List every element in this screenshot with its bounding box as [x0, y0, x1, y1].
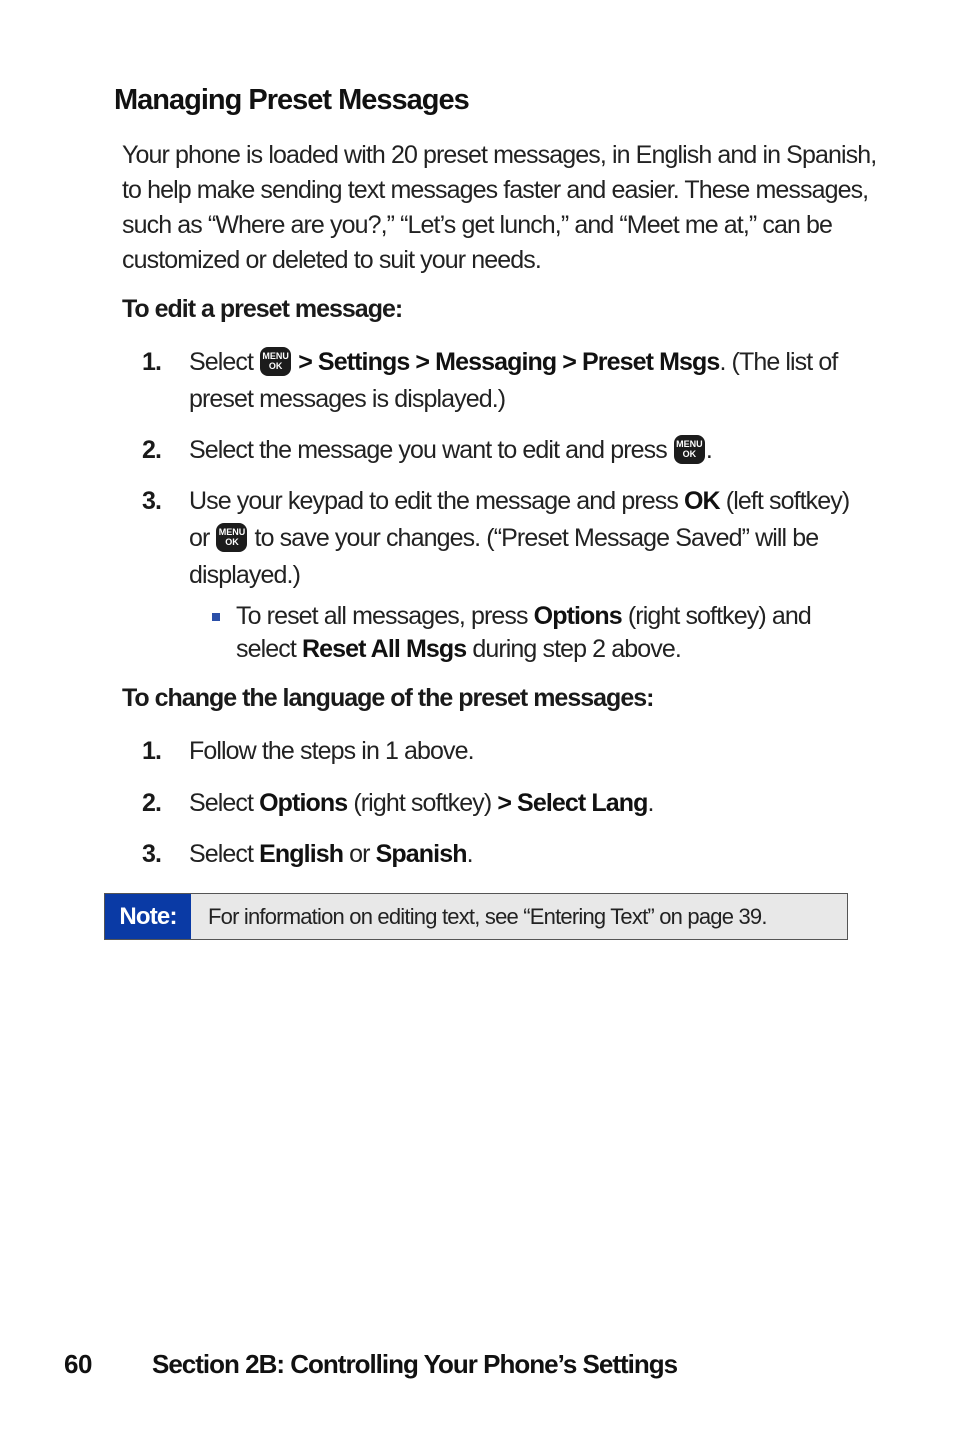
step-number: 3. — [142, 487, 162, 515]
options-label: Options — [533, 602, 622, 630]
edit-section-title: To edit a preset message: — [122, 295, 403, 323]
intro-paragraph: Your phone is loaded with 20 preset messages, in English and in Spanish, to help make sending text messages faster and easier. These messages, such as “Where are you?,” “Let’s get lunch,” and “Meet me at,” can be customized or deleted to suit your needs. — [122, 141, 877, 274]
english-option: English — [259, 840, 344, 868]
section-title: Section 2B: Controlling Your Phone’s Settings — [152, 1349, 678, 1379]
step-number: 3. — [142, 840, 162, 868]
manual-page: Managing Preset Messages Your phone is loaded with 20 preset messages, in English and in Spanish, to help make sending text messages faster and easier. These messages, such as “Where are you?,” “Let’s get lunch,” and “Meet me at,” can be customized or deleted to suit your needs. To edit a preset message: 1. Select MENU OK > Settings > Messaging > Preset Msgs. (The list of preset messages is displayed.) 2. Select the message you want to edit and press MENU OK . 3. Use your keypad to edit the message and press OK (left softkey) or MENU OK to save your changes. (“Preset Message Saved” will be displayed.) To reset all messages, press Options (right softkey) and select Reset All Msgs during step 2 above. To change the language of the preset messages: 1. Follow the steps in 1 above. 2. Select Options (right softkey) > Select Lang. 3. Select English or Spanish. Note: For information on editing text, see “Entering Text” on page 39. 60 Section 2B: Controlling Your Phone’s Settings — [0, 0, 954, 1431]
step-number: 1. — [142, 348, 162, 376]
step-text: . (The list of preset messages is displayed.) — [189, 348, 838, 413]
menu-path: > Settings > Messaging > Preset Msgs — [298, 348, 720, 376]
menu-ok-key-icon: MENU OK — [260, 347, 291, 376]
step-text: Select the message you want to edit and press — [189, 436, 667, 464]
bullet-square-icon — [212, 613, 220, 621]
options-label: Options — [259, 789, 348, 817]
note-box — [104, 893, 848, 940]
step-number: 2. — [142, 789, 162, 817]
step-text: Use your keypad to edit the message and press — [189, 487, 678, 515]
menu-ok-key-icon: MENU OK — [674, 435, 705, 464]
step-text: Follow the steps in 1 above. — [189, 737, 474, 765]
step-number: 2. — [142, 436, 162, 464]
step-number: 1. — [142, 737, 162, 765]
reset-all-label: Reset All Msgs — [301, 635, 467, 663]
reset-tip: To reset all messages, press Options (right softkey) and select Reset All Msgs during step 2 above. — [236, 602, 811, 663]
spanish-option: Spanish — [375, 840, 467, 868]
step-text: to save your changes. (“Preset Message Saved” will be displayed.) — [189, 524, 819, 589]
menu-path: > Select Lang — [497, 789, 648, 817]
language-section-title: To change the language of the preset messages: — [122, 684, 654, 712]
note-label: Note: — [105, 894, 191, 939]
menu-ok-key-icon: MENU OK — [216, 523, 247, 552]
page-number: 60 — [64, 1349, 92, 1379]
ok-softkey-label: OK — [684, 487, 720, 515]
note-text: For information on editing text, see “Entering Text” on page 39. — [208, 904, 767, 929]
step-text: . — [705, 436, 712, 464]
step-text: Select — [189, 348, 254, 376]
page-heading: Managing Preset Messages — [114, 84, 469, 116]
step-text: (left softkey) or — [189, 487, 850, 552]
